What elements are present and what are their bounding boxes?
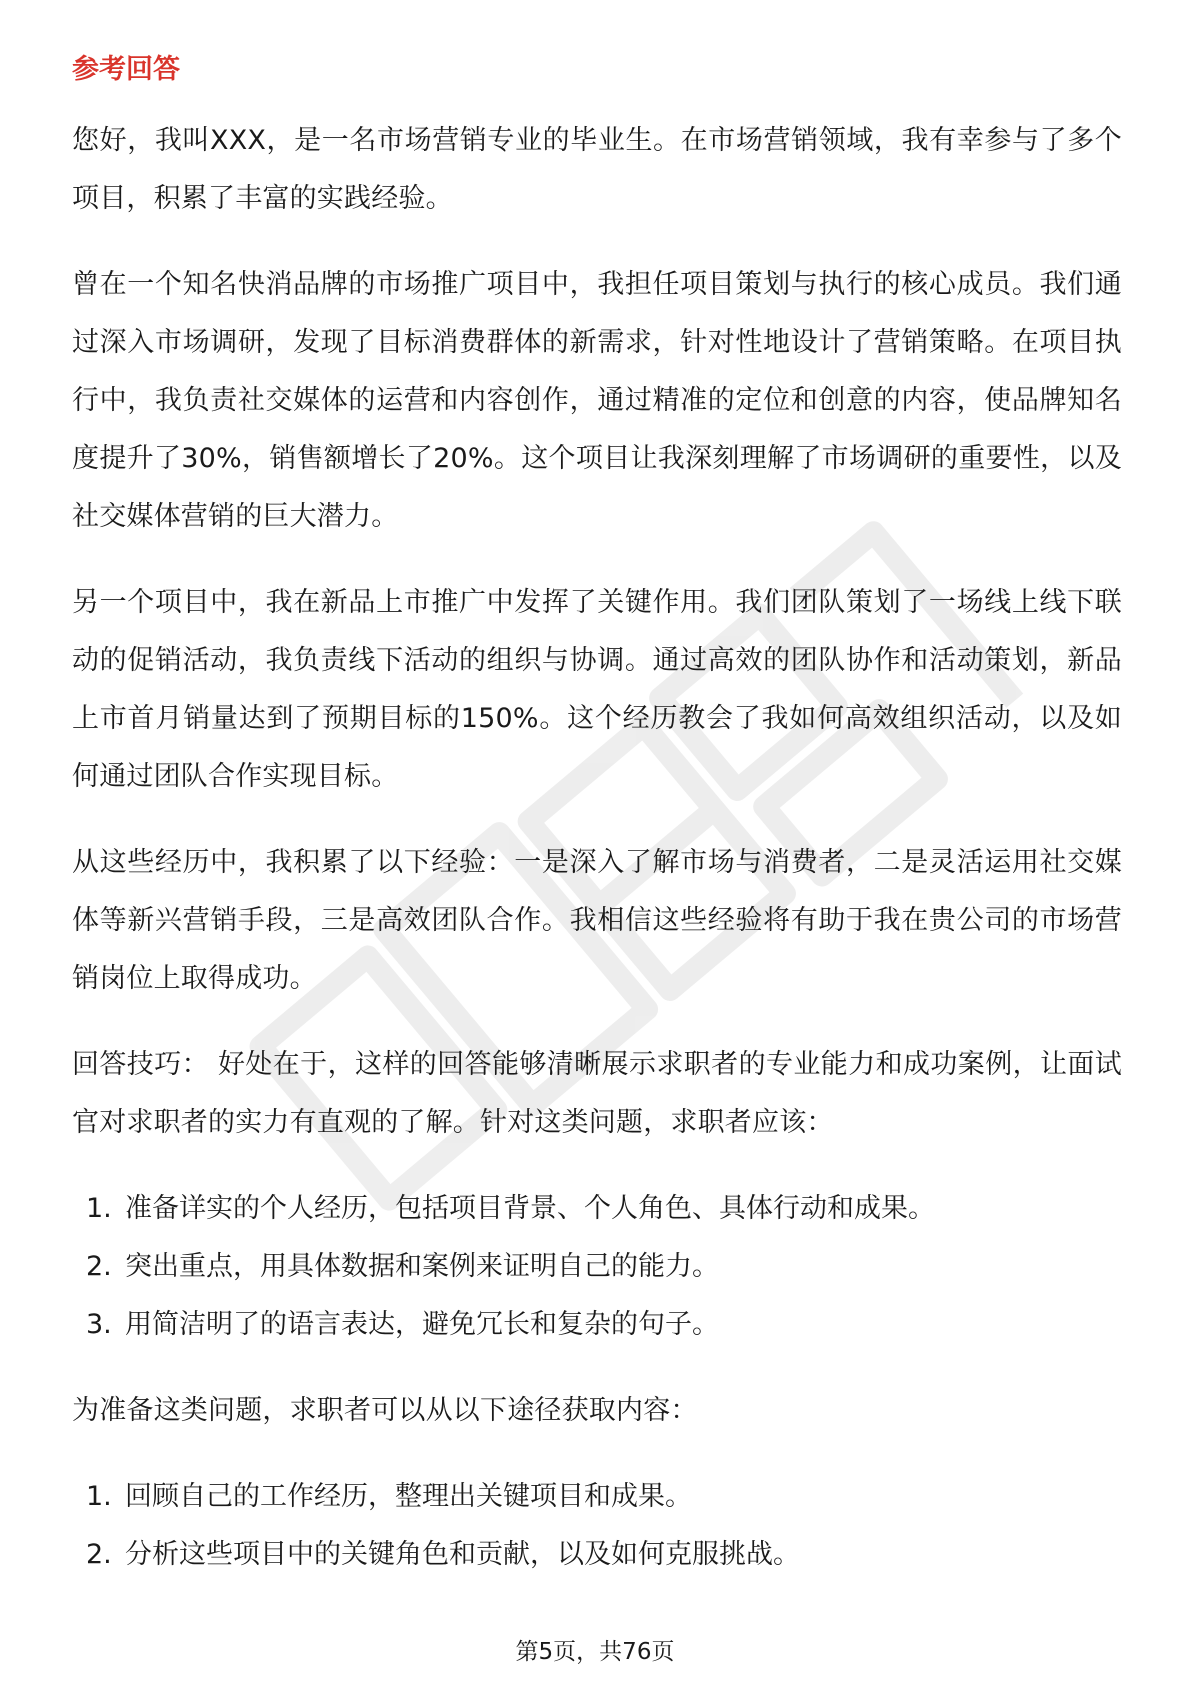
paragraph-intro: 您好，我叫XXX，是一名市场营销专业的毕业生。在市场营销领域，我有幸参与了多个项目，积累了丰富的实践经验。 [72, 125, 1122, 214]
list-item [72, 1526, 1122, 1584]
list-item [72, 1468, 1122, 1526]
list-item-number: 1. [86, 1193, 112, 1224]
paragraph-preparation: 为准备这类问题，求职者可以从以下途径获取内容： [72, 1395, 698, 1426]
page-number-footer: 第5页，共76页 [515, 1639, 675, 1665]
list-item-number: 3. [86, 1309, 112, 1340]
paragraph-experience-summary: 从这些经历中，我积累了以下经验：一是深入了解市场与消费者，二是灵活运用社交媒体等新兴营销手段，三是高效团队合作。我相信这些经验将有助于我在贵公司的市场营销岗位上取得成功。 [72, 847, 1122, 994]
sources-list [72, 1468, 1122, 1584]
section-heading: 参考回答 [72, 54, 180, 85]
list-item-number: 2. [86, 1251, 112, 1282]
list-item-text: 准备详实的个人经历，包括项目背景、个人角色、具体行动和成果。 [125, 1193, 935, 1224]
paragraph-answer-tips: 回答技巧： 好处在于，这样的回答能够清晰展示求职者的专业能力和成功案例，让面试官对求职者的实力有直观的了解。针对这类问题，求职者应该： [72, 1049, 1122, 1138]
list-item [72, 1180, 1122, 1238]
list-item-text: 分析这些项目中的关键角色和贡献，以及如何克服挑战。 [125, 1539, 800, 1570]
paragraph-project-one: 曾在一个知名快消品牌的市场推广项目中，我担任项目策划与执行的核心成员。我们通过深入市场调研，发现了目标消费群体的新需求，针对性地设计了营销策略。在项目执行中，我负责社交媒体的运营和内容创作，通过精准的定位和创意的内容，使品牌知名度提升了30%，销售额增长了20%。这个项目让我深刻理解了市场调研的重要性，以及社交媒体营销的巨大潜力。 [72, 269, 1122, 532]
list-item [72, 1296, 1122, 1354]
list-item [72, 1238, 1122, 1296]
list-item-number: 1. [86, 1481, 112, 1512]
list-item-text: 用简洁明了的语言表达，避免冗长和复杂的句子。 [125, 1309, 719, 1340]
document-body [72, 50, 1122, 1612]
list-item-text: 突出重点，用具体数据和案例来证明自己的能力。 [125, 1251, 719, 1282]
list-item-number: 2. [86, 1539, 112, 1570]
list-item-text: 回顾自己的工作经历，整理出关键项目和成果。 [125, 1481, 692, 1512]
paragraph-project-two: 另一个项目中，我在新品上市推广中发挥了关键作用。我们团队策划了一场线上线下联动的促销活动，我负责线下活动的组织与协调。通过高效的团队协作和活动策划，新品上市首月销量达到了预期目标的150%。这个经历教会了我如何高效组织活动，以及如何通过团队合作实现目标。 [72, 587, 1122, 792]
tips-list [72, 1180, 1122, 1354]
